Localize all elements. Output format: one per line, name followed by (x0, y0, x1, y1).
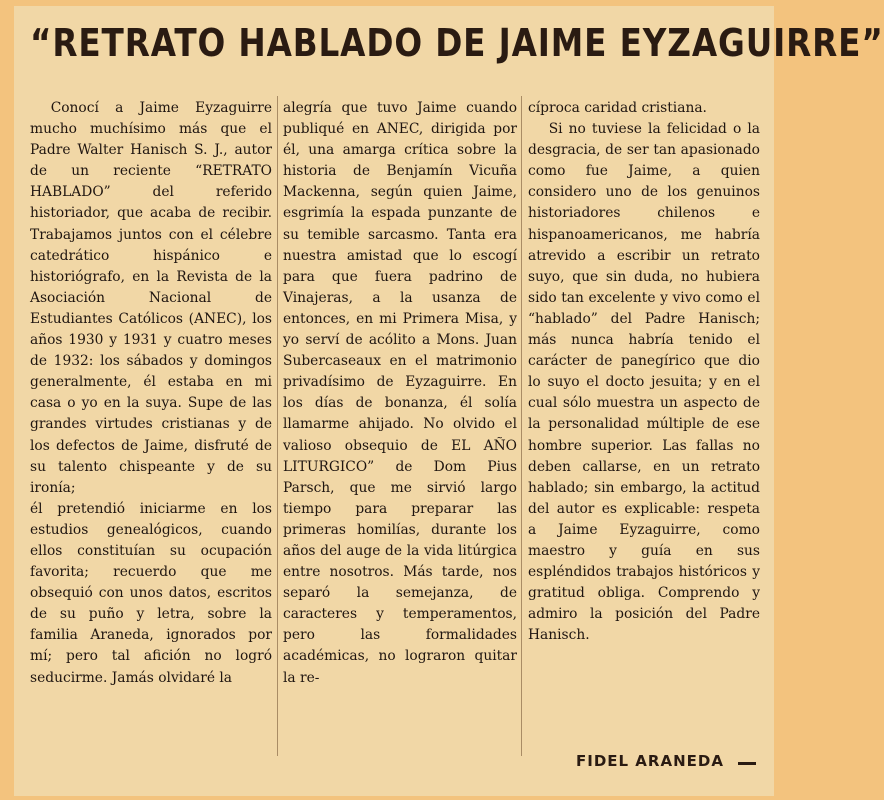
article-column-3 (528, 98, 760, 646)
column-divider (521, 96, 522, 756)
article-column-2 (283, 98, 517, 689)
article-headline: “RETRATO HABLADO DE JAIME EYZAGUIRRE” (30, 21, 884, 65)
author-signature: FIDEL ARANEDA (576, 752, 724, 770)
article-column-1 (30, 98, 272, 689)
column-divider (277, 96, 278, 756)
paragraph: Si no tuviese la felicidad o la desgracia, de ser tan apasionado como fue Jaime, a quien considero uno de los genuinos historiadores chilenos e hispanoamericanos, me habría atrevido a escribir un retrato suyo, que sin duda, no hubiera sido tan excelente y vivo como el “hablado” del Padre Hanisch; más nunca habría tenido el carácter de panegírico que dio lo suyo el docto jesuita; y en el cual sólo muestra un aspecto de la personalidad múltiple de ese hombre superior. Las fallas no deben callarse, en un retrato hablado; sin embargo, la actitud del autor es explicable: respeta a Jaime Eyzaguirre, como maestro y guía en sus espléndidos trabajos históricos y gratitud obliga. Comprendo y admiro la posición del Padre Hanisch. (528, 121, 760, 644)
paragraph: Conocí a Jaime Eyzaguirre mucho muchísimo más que el Padre Walter Hanisch S. J., autor de un reciente “RETRATO HABLADO” del referido historiador, que acaba de recibir. Trabajamos juntos con el célebre catedrático hispánico e historiógrafo, en la Revista de la Asociación Nacional de Estudiantes Católicos (ANEC), los años 1930 y 1931 y cuatro meses de 1932: los sábados y domingos generalmente, él estaba en mi casa o yo en la suya. Supe de las grandes virtudes cristianas y de los defectos de Jaime, disfruté de su talento chispeante y de su ironía; (30, 100, 272, 496)
signature-rule (738, 762, 756, 765)
paragraph: él pretendió iniciarme en los estudios genealógicos, cuando ellos constituían su ocupación favorita; recuerdo que me obsequió con unos datos, escritos de su puño y letra, sobre la familia Araneda, ignorados por mí; pero tal afición no logró seducirme. Jamás olvidaré la (30, 500, 272, 686)
paragraph: alegría que tuvo Jaime cuando publiqué en ANEC, dirigida por él, una amarga crítica sobre la historia de Benjamín Vicuña Mackenna, según quien Jaime, esgrimía la espada punzante de su temible sarcasmo. Tanta era nuestra amistad que lo escogí para que fuera padrino de Vinajeras, a la usanza de entonces, en mi Primera Misa, y yo serví de acólito a Mons. Juan Subercaseaux en el matrimonio privadísimo de Eyzaguirre. En los días de bonanza, él solía llamarme ahijado. No olvido el valioso obsequio de EL AÑO LITURGICO” de Dom Pius Parsch, que me sirvió largo tiempo para preparar las primeras homilías, durante los años del auge de la vida litúrgica entre nosotros. Más tarde, nos separó la semejanza, de caracteres y temperamentos, pero las formalidades académicas, no lograron quitar la re- (283, 100, 517, 686)
paragraph: cíproca caridad cristiana. (528, 100, 707, 116)
